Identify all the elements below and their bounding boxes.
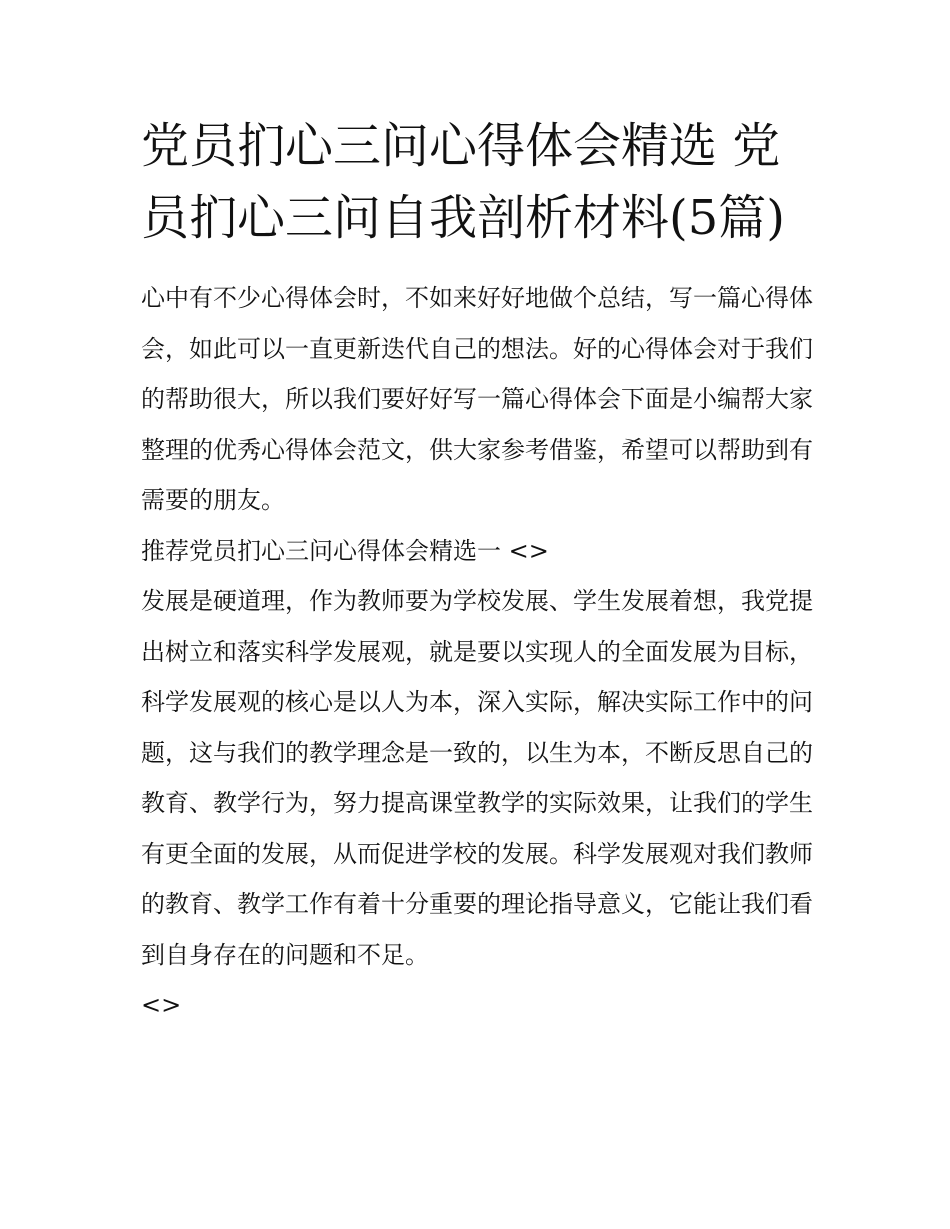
trailing-marker: <>: [141, 991, 182, 1019]
section-heading: 推荐党员扪心三问心得体会精选一 <>: [141, 536, 549, 565]
intro-paragraph: 心中有不少心得体会时，不如来好好地做个总结，写一篇心得体会，如此可以一直更新迭代自己的想法。好的心得体会对于我们的帮助很大，所以我们要好好写一篇心得体会下面是小编帮大家整理的优秀心得体会范文，供大家参考借鉴，希望可以帮助到有需要的朋友。: [141, 284, 813, 514]
body-paragraph: 发展是硬道理，作为教师要为学校发展、学生发展着想，我党提出树立和落实科学发展观，就是要以实现人的全面发展为目标，科学发展观的核心是以人为本，深入实际，解决实际工作中的问题，这与我们的教学理念是一致的，以生为本，不断反思自己的教育、教学行为，努力提高课堂教学的实际效果，让我们的学生有更全面的发展，从而促进学校的发展。科学发展观对我们教师的教育、教学工作有着十分重要的理论指导意义，它能让我们看到自身存在的问题和不足。: [141, 587, 813, 969]
document-title: 党员扪心三问心得体会精选 党员扪心三问自我剖析材料(5篇): [141, 118, 785, 246]
document-body: [141, 110, 813, 1031]
